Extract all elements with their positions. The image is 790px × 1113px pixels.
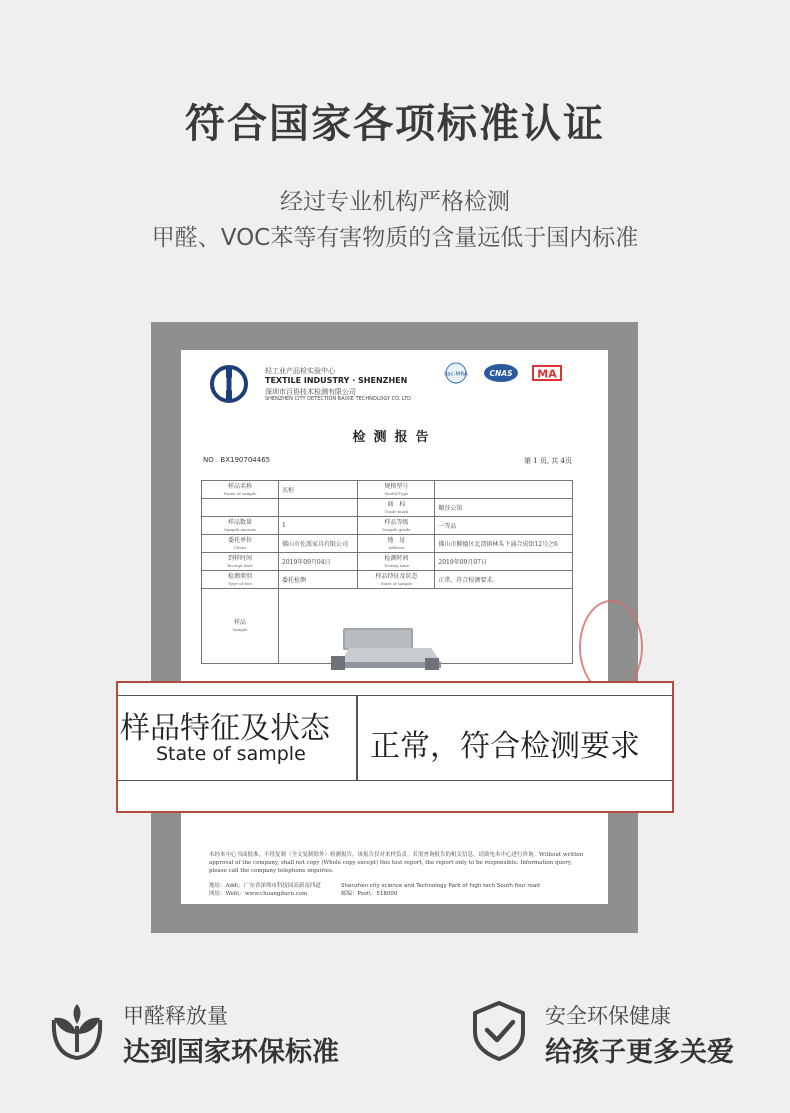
cell-text: 样品名称 [227,483,252,490]
cell-text: 正常，符合检测要求。 [438,576,499,584]
form-row [202,516,573,534]
form-value-cell [279,552,358,570]
subtitle-line-2: 甲醛、VOC苯等有害物质的含量远低于国内标准 [151,225,639,251]
report-address [209,882,321,899]
zoom-divider [356,695,358,781]
cell-text-en: Testing time [383,562,409,568]
cell-text-en: Sample amount [224,526,256,532]
cell-text-en: Model/Type [384,490,409,496]
badge-right-line1: 安全环保健康 [545,1004,671,1028]
address-en: Shenzhen city science and Technology Park of high tech South four road [341,883,540,889]
cell-text-en: Address [388,544,405,550]
org-subname-en: SHENZHEN CITY DETECTION BAIXIE TECHNOLOGY CO. LTD [265,396,412,402]
cell-text: 一等品 [438,522,457,530]
page-title: 符合国家各项标准认证 [185,101,605,147]
cell-text: 2019年09月04日 [282,558,331,566]
org-subname-cn: 深圳市百协技术检测有限公司 [265,388,356,396]
report-number: NO . BX190704465 [203,456,271,464]
shield-check-icon [470,1000,528,1062]
zoom-top-rule [118,695,672,696]
cnas-text: CNAS [489,369,513,378]
form-label-cell [202,570,279,588]
cell-text-en: Trade mark [384,508,409,514]
sample-label: 样品 [233,619,246,627]
sample-label-cell [202,588,279,663]
form-label-cell [358,498,435,516]
page-number: 第 1 页, 共 4页 [523,457,572,465]
cell-text: 到样时间 [227,554,252,562]
leaf-icon [48,1000,106,1062]
test-report-document [181,350,608,904]
cell-text-en: State of sample [380,580,413,586]
badge-right-line2: 给孩子更多关爱 [545,1037,734,1068]
cell-text: 规格型号 [384,483,409,490]
form-label-cell [358,534,435,552]
cnas-logo [483,362,519,384]
org-logo-icon [209,364,249,404]
cell-text: 2019年09月07日 [438,558,487,566]
cma-logo [529,362,565,384]
form-value-cell [435,570,573,588]
cell-text: 佛山市顺德区北滘镇林头下涌合成街12号之6 [438,540,558,548]
official-seal [579,600,643,694]
zoomed-state-of-sample [116,681,674,813]
form-label-cell [202,516,279,534]
zoom-label-cn: 样品特征及状态 [120,711,330,746]
ilac-text: ilac-MRA [444,371,468,378]
sample-label-en: Sample [232,627,248,633]
form-row [202,570,573,588]
cell-text: 商 标 [387,500,406,508]
form-label-cell [202,498,279,516]
org-name-en: TEXTILE INDUSTRY · SHENZHEN [265,376,408,385]
cell-text: 1 [282,521,286,529]
badge-left-line1: 甲醛释放量 [123,1004,228,1028]
cell-text: 检测类别 [227,572,252,580]
form-row [202,534,573,552]
cell-text: 佛山市佐派家具有限公司 [282,540,349,548]
address-cn: 地址：Add\：广东省深圳市科技园高新南四道 [209,883,321,889]
cell-text: 地 址 [387,536,406,544]
form-label-cell [202,552,279,570]
bed-sample-photo [331,618,446,678]
cell-text: 样品数量 [227,518,252,526]
cell-text: 衣柜 [282,486,295,494]
cell-text: 委托检测 [282,576,307,584]
cell-text-en: Receipt date [227,562,253,568]
cell-text: 检测时间 [384,554,409,562]
form-label-cell [358,552,435,570]
subtitle-line-1: 经过专业机构严格检测 [280,189,510,215]
form-value-cell [435,498,573,516]
form-value-cell [435,552,573,570]
cell-text: 委托单位 [227,536,252,544]
cell-text-en: Client [233,544,247,550]
ilac-mra-logo [439,362,473,384]
cell-text-en: Sample grade [382,526,411,532]
form-label-cell [202,481,279,499]
form-value-cell [435,534,573,552]
report-address-en [341,882,540,899]
form-row [202,481,573,499]
report-title: 检测报告 [352,430,437,445]
ma-text: MA [537,367,557,381]
form-row [202,552,573,570]
zoom-bottom-rule [118,780,672,781]
form-label-cell [358,570,435,588]
cell-text: 顺莎公馆 [438,504,463,512]
website: 网址：Web\：www.chuangdacn.com [209,891,308,898]
badge-left-line2: 达到国家环保标准 [123,1037,339,1068]
cell-text: 样品等级 [384,518,409,526]
form-value-cell [279,570,358,588]
form-value-cell [279,516,358,534]
form-value-cell [279,481,358,499]
zoom-value: 正常，符合检测要求 [370,729,640,764]
cell-text-en: Name of sample [223,490,257,496]
form-value-cell [435,481,573,499]
cell-text-en: Type of test [228,580,252,586]
form-value-cell [435,516,573,534]
zoom-label-en: State of sample [156,743,306,765]
cell-text: 样品特征及状态 [375,572,418,580]
form-label-cell [202,534,279,552]
form-value-cell [279,534,358,552]
postcode: 邮编：Post\：518000 [341,891,398,898]
form-value-cell [279,498,358,516]
org-name-cn: 轻工业产品检实验中心 [265,367,335,375]
report-disclaimer: 未经本中心书面批准，不得复制（全文复制除外）检测报告。该报告仅对来样负责。若需查询报告的相关信息，请致电本中心进行咨询。Without written approval of the company, shall not copy (Whole copy except) this test report, the report only to be responsible. Information query, please call the company telephone inquiries. [209,852,584,874]
form-label-cell [358,481,435,499]
form-row [202,498,573,516]
form-label-cell [358,516,435,534]
